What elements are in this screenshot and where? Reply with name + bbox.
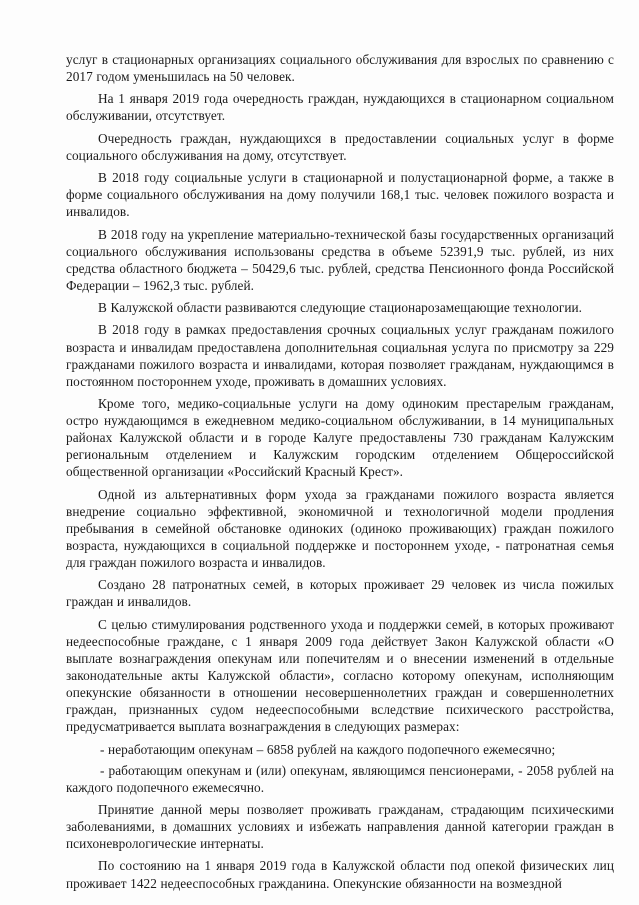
paragraph: В 2018 году в рамках предоставления срочных социальных услуг гражданам пожилого возраста и инвалидам предоставлена дополнительная социальная услуга по присмотру за 229 гражданами пожилого возраста и инвалидами, которая позволяет гражданам, нуждающимся в постоянном постороннем уходе, проживать в домашних условиях. [66, 322, 614, 389]
document-body [66, 51, 614, 892]
paragraph: В 2018 году социальные услуги в стационарной и полустационарной форме, а также в форме социального обслуживания на дому получили 168,1 тыс. человек пожилого возраста и инвалидов. [66, 170, 614, 220]
list-item: - неработающим опекунам – 6858 рублей на каждого подопечного ежемесячно; [100, 741, 556, 757]
paragraph: услуг в стационарных организациях социального обслуживания для взрослых по сравнению с 2017 годом уменьшилась на 50 человек. [66, 52, 614, 85]
list-item: - работающим опекунам и (или) опекунам, являющимся пенсионерами, - 2058 рублей на каждого подопечного ежемесячно. [66, 762, 614, 795]
paragraph: Очередность граждан, нуждающихся в предоставлении социальных услуг в форме социального обслуживания на дому, отсутствует. [66, 130, 614, 163]
paragraph: Одной из альтернативных форм ухода за гражданами пожилого возраста является внедрение социально эффективной, экономичной и технологичной модели продления пребывания в семейной обстановке одиноких (одиноко проживающих) граждан пожилого возраста, нуждающихся в социальной поддержке и постороннем уходе, - патронатная семья для граждан пожилого возраста и инвалидов. [66, 486, 614, 571]
paragraph: С целью стимулирования родственного ухода и поддержки семей, в которых проживают недееспособные граждане, с 1 января 2009 года действует Закон Калужской области «О выплате вознаграждения опекунам или попечителям и о внесении изменений в отдельные законодательные акты Калужской области», согласно которому опекунам, исполняющим опекунские обязанности в отношении несовершеннолетних граждан и совершеннолетних граждан, признанных судом недееспособными вследствие психического расстройства, предусматривается выплата вознаграждения в следующих размерах: [66, 616, 614, 735]
paragraph: В Калужской области развиваются следующие стационарозамещающие технологии. [98, 300, 583, 316]
paragraph: По состоянию на 1 января 2019 года в Калужской области под опекой физических лиц проживает 1422 недееспособных гражданина. Опекунские обязанности на возмездной [66, 858, 614, 891]
paragraph: В 2018 году на укрепление материально-технической базы государственных организаций социального обслуживания использованы средства в объеме 52391,9 тыс. рублей, из них средства областного бюджета – 50429,6 тыс. рублей, средства Пенсионного фонда Российской Федерации – 1962,3 тыс. рублей. [66, 226, 614, 293]
paragraph: Кроме того, медико-социальные услуги на дому одиноким престарелым гражданам, остро нуждающимся в ежедневном медико-социальном обслуживании, в 14 муниципальных районах Калужской области и в городе Калуге предоставлены 730 гражданам Калужским региональным отделением и Калужским городским отделением Общероссийской общественной организации «Российский Красный Крест». [66, 396, 614, 480]
paragraph: Создано 28 патронатных семей, в которых проживает 29 человек из числа пожилых граждан и инвалидов. [66, 577, 614, 610]
paragraph: На 1 января 2019 года очередность граждан, нуждающихся в стационарном социальном обслуживании, отсутствует. [66, 91, 614, 124]
paragraph: Принятие данной меры позволяет проживать гражданам, страдающим психическими заболеваниями, в домашних условиях и избежать направления данной категории граждан в психоневрологические интернаты. [66, 802, 614, 852]
